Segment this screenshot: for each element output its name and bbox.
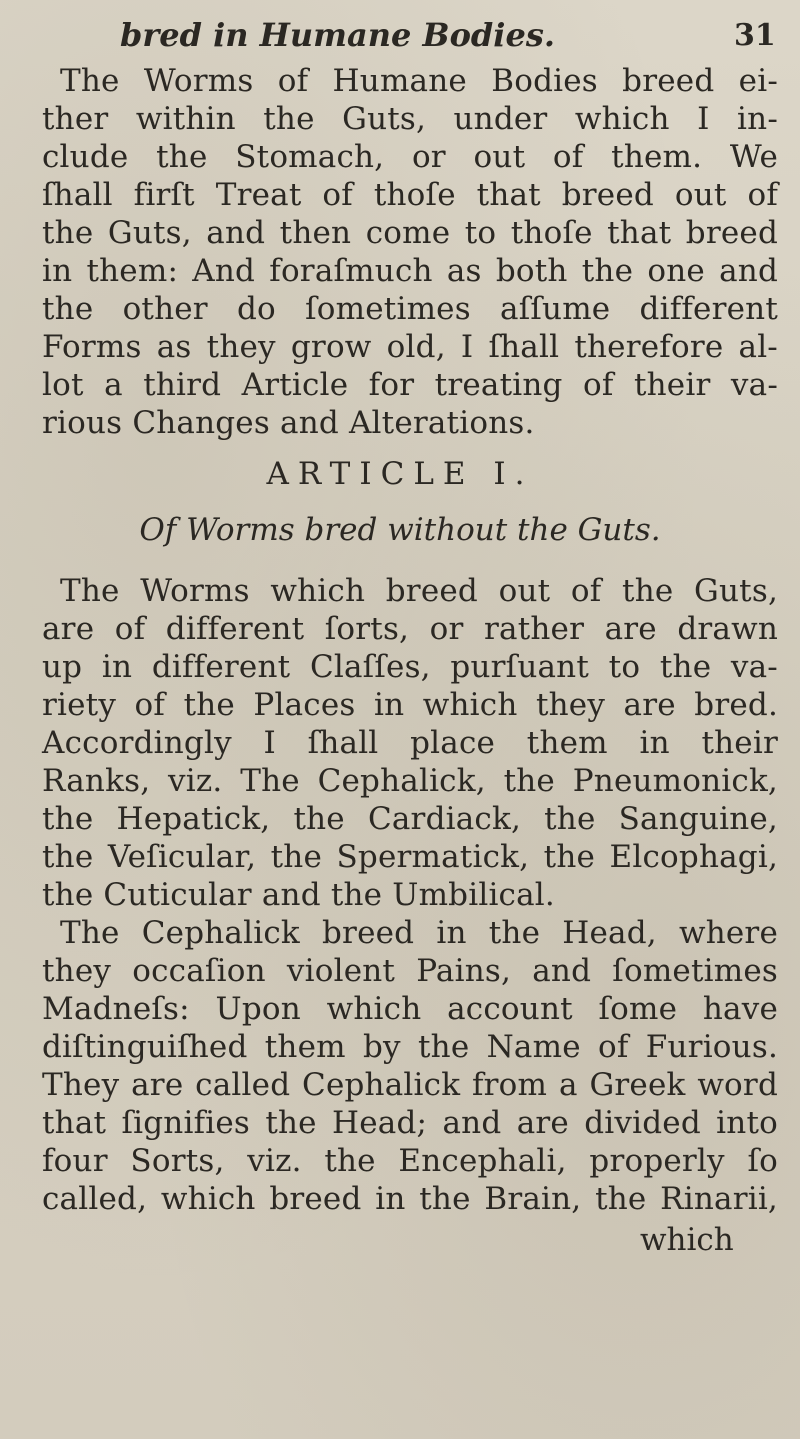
intro-line-10: rious Changes and Alterations.	[42, 405, 535, 441]
body-line-13: diſtinguiſhed them by the Name of Furious.	[42, 1029, 778, 1065]
running-head: bred in Humane Bodies.	[120, 16, 555, 54]
intro-line-7: the other do ſometimes aſſume different	[42, 291, 778, 327]
intro-line-6: in them: And foraſmuch as both the one and	[42, 253, 778, 289]
body-line-9: the Cuticular and the Umbilical.	[42, 877, 555, 913]
body-line-17: called, which breed in the Brain, the Rinarii,	[42, 1181, 778, 1217]
catchword: which	[640, 1222, 734, 1258]
body-line-4: riety of the Places in which they are bred.	[42, 687, 778, 723]
body-line-15: that ſignifies the Head; and are divided into	[42, 1105, 778, 1141]
body-line-3: up in different Claſſes, purſuant to the va-	[42, 649, 778, 685]
intro-line-1: The Worms of Humane Bodies breed ei-	[60, 63, 778, 99]
article-heading: ARTICLE I.	[266, 456, 534, 492]
intro-line-8: Forms as they grow old, I ſhall therefore al-	[42, 329, 778, 365]
body-line-12: Madneſs: Upon which account ſome have	[42, 991, 778, 1027]
intro-line-5: the Guts, and then come to thoſe that breed	[42, 215, 778, 251]
body-line-5: Accordingly I ſhall place them in their	[42, 725, 778, 761]
intro-line-2: ther within the Guts, under which I in-	[42, 101, 778, 137]
intro-line-4: ſhall firſt Treat of thoſe that breed out of	[42, 177, 778, 213]
body-line-10: The Cephalick breed in the Head, where	[60, 915, 778, 951]
body-line-16: four Sorts, viz. the Encephali, properly ſo	[42, 1143, 778, 1179]
body-line-14: They are called Cephalick from a Greek word	[42, 1067, 778, 1103]
body-line-2: are of different ſorts, or rather are drawn	[42, 611, 778, 647]
body-line-1: The Worms which breed out of the Guts,	[60, 573, 778, 609]
article-subtitle: Of Worms bred without the Guts.	[139, 512, 661, 548]
page-number: 31	[734, 18, 776, 53]
intro-line-9: lot a third Article for treating of their va-	[42, 367, 778, 403]
body-line-11: they occaſion violent Pains, and ſometimes	[42, 953, 778, 989]
body-line-7: the Hepatick, the Cardiack, the Sanguine,	[42, 801, 778, 837]
body-line-8: the Veſicular, the Spermatick, the Elcophagi,	[42, 839, 778, 875]
body-line-6: Ranks, viz. The Cephalick, the Pneumonick,	[42, 763, 778, 799]
intro-line-3: clude the Stomach, or out of them. We	[42, 139, 778, 175]
